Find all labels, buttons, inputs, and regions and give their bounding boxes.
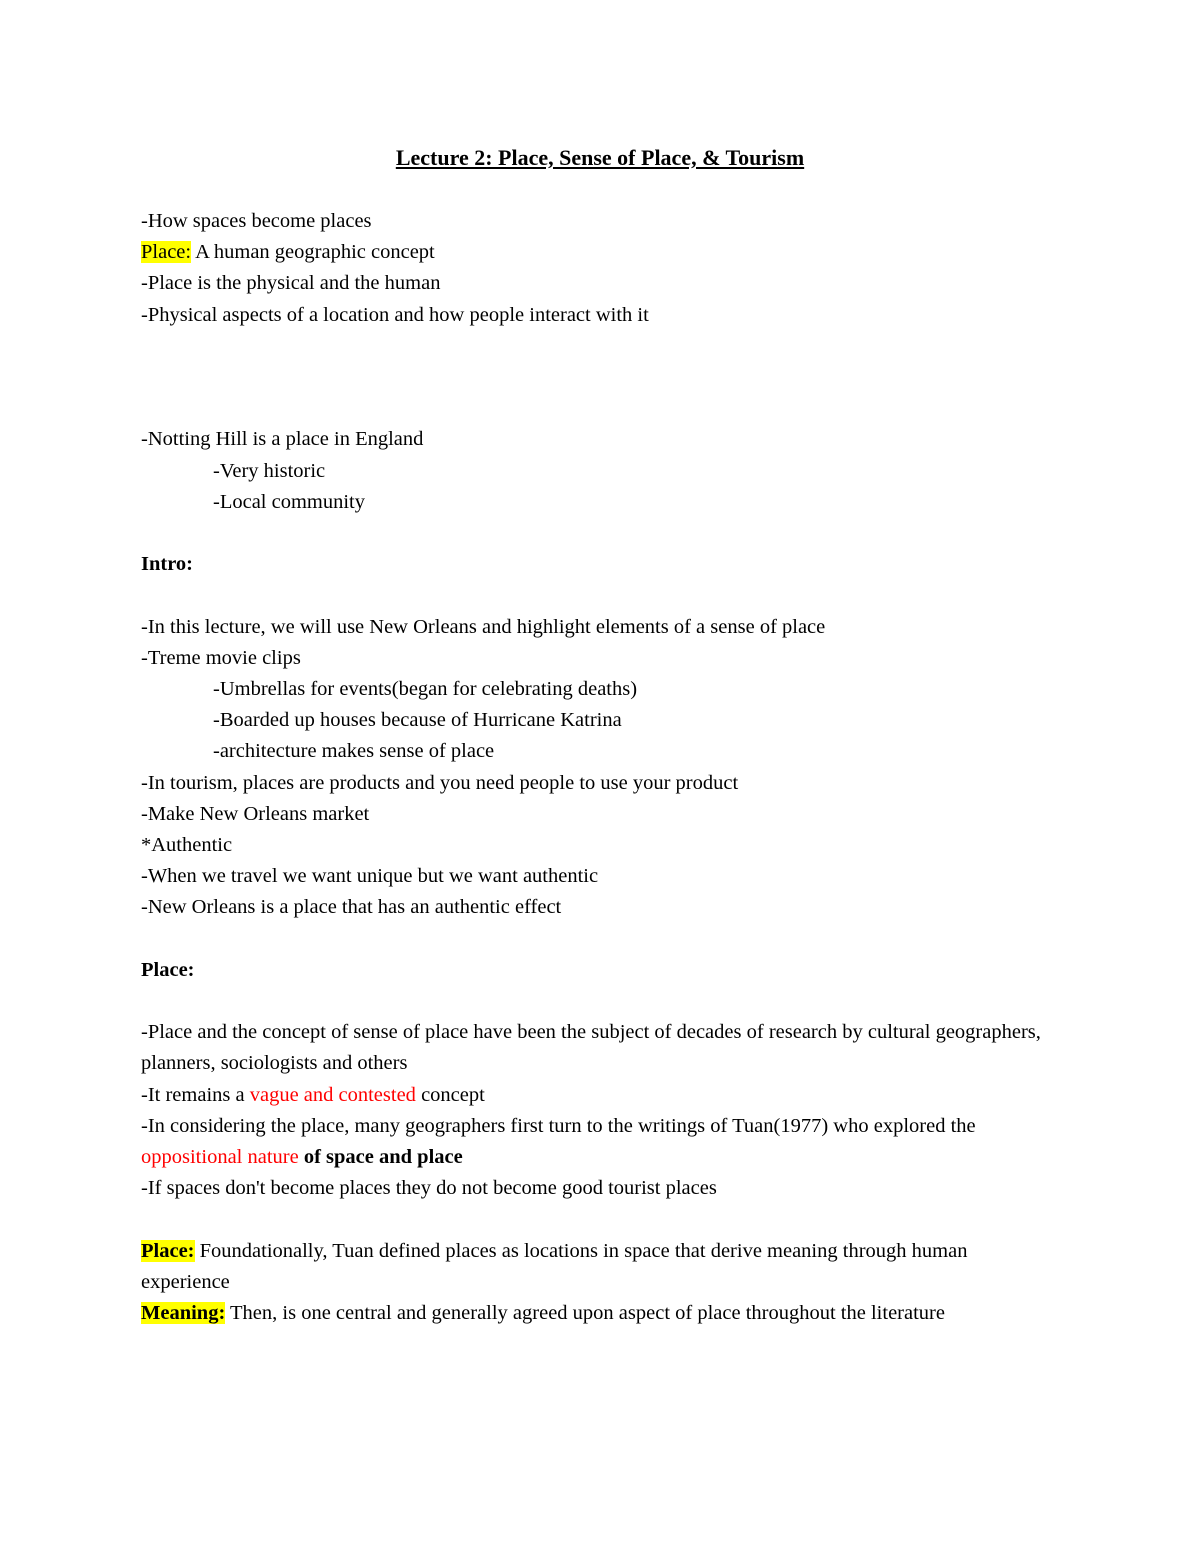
spacer: [141, 986, 1061, 1017]
line-very-historic: -Very historic: [213, 459, 326, 482]
heading-place: Place:: [141, 958, 195, 981]
highlighted-term-place-bold: Place:: [141, 1239, 195, 1262]
document-title: Lecture 2: Place, Sense of Place, & Tourism: [395, 145, 805, 170]
paragraph-tuan: [141, 1111, 1061, 1173]
line-treme-clips: -Treme movie clips: [141, 646, 301, 669]
line-architecture: -architecture makes sense of place: [213, 740, 495, 763]
spacer: [141, 518, 1061, 549]
line-notting-hill: -Notting Hill is a place in England: [141, 428, 424, 451]
document-body: [141, 206, 1061, 1329]
highlighted-term-place: Place:: [141, 241, 192, 264]
text-segment: -It remains a: [141, 1083, 250, 1106]
line-tourism-products: -In tourism, places are products and you need people to use your product: [141, 771, 739, 794]
line-local-community: -Local community: [213, 490, 365, 513]
line-authentic-effect: -New Orleans is a place that has an authentic effect: [141, 896, 562, 919]
paragraph-place-definition: [141, 1236, 1061, 1298]
line-vague-contested: [141, 1080, 1061, 1111]
line-how-spaces: -How spaces become places: [141, 210, 372, 232]
line-authentic: *Authentic: [141, 833, 233, 856]
spacer: [141, 924, 1061, 955]
heading-intro: Intro:: [141, 553, 194, 576]
red-emphasis-vague-contested: vague and contested: [249, 1083, 416, 1106]
spacer: [141, 1204, 1061, 1235]
paragraph-research: -Place and the concept of sense of place have been the subject of decades of research by cultural geographers, planners, sociologists and others: [141, 1021, 1041, 1075]
paragraph-meaning-definition: [141, 1298, 1061, 1329]
line-physical-aspects: -Physical aspects of a location and how people interact with it: [141, 303, 649, 326]
highlighted-term-meaning: Meaning:: [141, 1301, 226, 1324]
line-good-tourist-places: -If spaces don't become places they do not become good tourist places: [141, 1177, 717, 1200]
bold-space-and-place: of space and place: [298, 1145, 463, 1168]
text-segment: concept: [415, 1083, 485, 1106]
line-place-definition: [141, 237, 1061, 268]
place-definition-text: A human geographic concept: [191, 241, 435, 264]
spacer: [141, 362, 1061, 393]
line-umbrellas: -Umbrellas for events(began for celebrating deaths): [213, 677, 638, 700]
line-make-market: -Make New Orleans market: [141, 802, 370, 825]
line-travel-unique: -When we travel we want unique but we want authentic: [141, 865, 599, 888]
text-segment: -In considering the place, many geographers first turn to the writings of Tuan(1977) who explored the: [141, 1114, 976, 1137]
line-physical-human: -Place is the physical and the human: [141, 272, 441, 295]
spacer: [141, 580, 1061, 611]
line-lecture-new-orleans: -In this lecture, we will use New Orleans and highlight elements of a sense of place: [141, 615, 826, 638]
line-boarded-houses: -Boarded up houses because of Hurricane Katrina: [213, 709, 622, 732]
definition-text: Foundationally, Tuan defined places as locations in space that derive meaning through human experience: [141, 1239, 968, 1293]
red-emphasis-oppositional: oppositional nature: [141, 1145, 299, 1168]
spacer: [141, 331, 1061, 362]
spacer: [141, 393, 1061, 424]
definition-text: Then, is one central and generally agreed upon aspect of place throughout the literature: [225, 1301, 945, 1324]
